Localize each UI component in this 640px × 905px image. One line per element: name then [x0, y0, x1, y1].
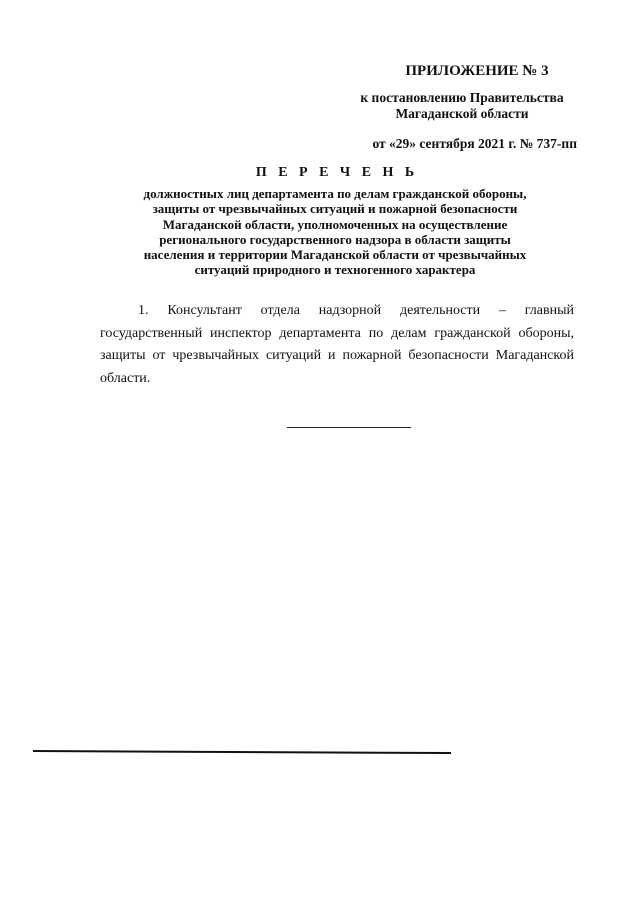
subtitle-line: населения и территории Магаданской области от чрезвычайных: [143, 247, 527, 263]
document-subtitle: [100, 186, 570, 278]
document-title: П Е Р Е Ч Е Н Ь: [255, 165, 419, 180]
subtitle-line: Магаданской области, уполномоченных на осуществление: [162, 216, 508, 232]
decree-reference-line-2: Магаданской области: [395, 106, 529, 121]
list-item-1: [100, 300, 574, 390]
page-bottom-rule: [33, 750, 451, 754]
subtitle-line: защиты от чрезвычайных ситуаций и пожарной безопасности: [152, 201, 518, 217]
subtitle-line: должностных лиц департамента по делам гражданской обороны,: [143, 186, 527, 201]
decree-date: от «29» сентября 2021 г. № 737-пп: [372, 136, 577, 151]
decree-reference-line-1: к постановлению Правительства: [360, 90, 564, 105]
end-separator-line: [287, 427, 411, 428]
list-item-1-first-line: 1. Консультант отдела надзорной деятельности – главный: [138, 303, 574, 318]
list-item-1-continuation: государственный инспектор департамента по делам гражданской обороны, защиты от чрезвычайных ситуаций и пожарной безопасности Магаданской области.: [100, 325, 574, 386]
appendix-header: [337, 62, 577, 152]
appendix-label: ПРИЛОЖЕНИЕ № 3: [405, 63, 549, 79]
subtitle-line: ситуаций природного и техногенного характера: [194, 262, 476, 278]
subtitle-line: регионального государственного надзора в области защиты: [159, 231, 511, 247]
